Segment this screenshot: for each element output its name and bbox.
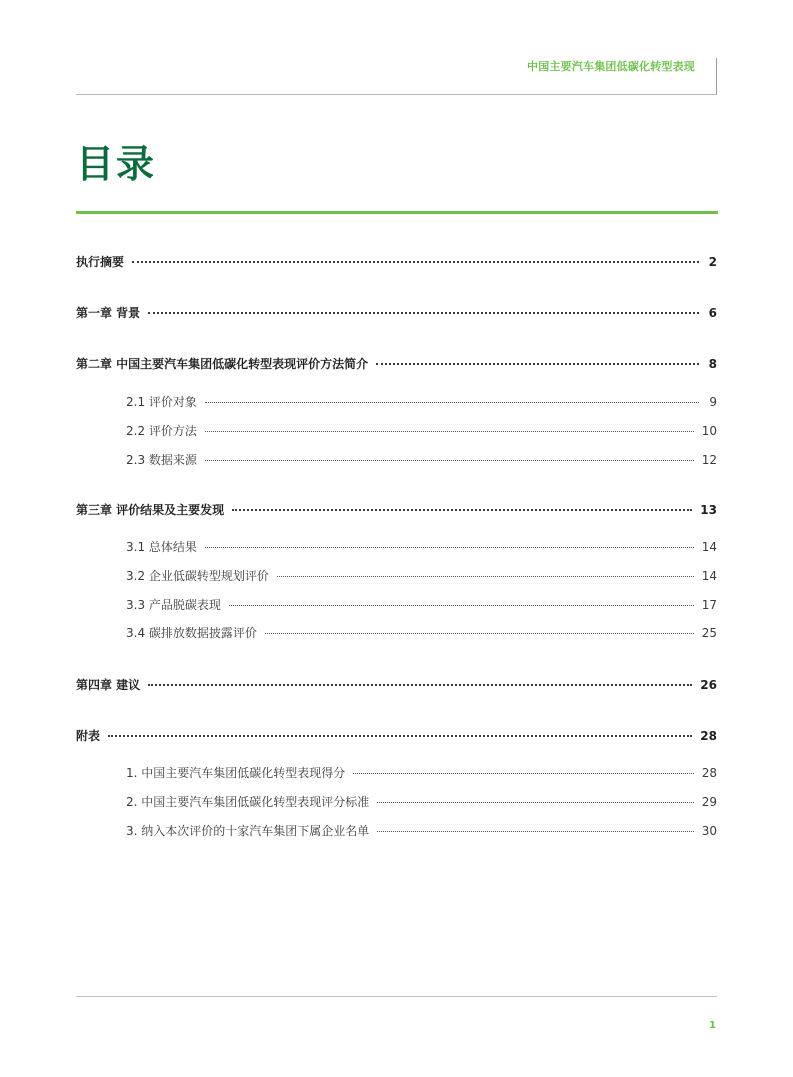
toc-entry-chapter-3[interactable] [76,501,717,519]
toc-entry-3-2[interactable] [126,567,717,585]
toc-page-number: 25 [701,626,717,640]
toc-entry-label: 3.1 总体结果 [126,540,197,554]
toc-entry-executive-summary[interactable] [76,253,717,271]
toc-entry-label: 第三章 评价结果及主要发现 [76,503,225,517]
toc-entry-label: 第一章 背景 [76,306,141,320]
toc-page-number: 28 [700,729,717,743]
toc-entry-appendix-2[interactable] [126,793,717,811]
page-number: 1 [709,1020,716,1031]
toc-dot-leader [205,402,699,403]
toc-page-number: 30 [701,824,717,838]
toc-page-number: 9 [709,395,717,409]
toc-entry-2-3[interactable] [126,451,717,469]
toc-dot-leader [205,431,694,432]
toc-entry-label: 2.1 评价对象 [126,395,197,409]
page-title: 目录 [76,142,157,186]
toc-entry-label: 2.3 数据来源 [126,453,197,467]
toc-entry-label: 3.3 产品脱碳表现 [126,598,221,612]
toc-entry-label: 执行摘要 [76,255,125,269]
toc-dot-leader [377,802,693,803]
toc-entry-label: 2. 中国主要汽车集团低碳化转型表现评分标准 [126,795,370,809]
toc-entry-appendix[interactable] [76,727,717,745]
toc-page-number: 28 [701,766,717,780]
toc-page-number: 14 [701,569,717,583]
toc-dot-leader [265,633,694,634]
toc-page-number: 2 [708,255,717,269]
toc-page-number: 12 [701,453,717,467]
toc-entry-appendix-1[interactable] [126,764,717,782]
toc-entry-label: 1. 中国主要汽车集团低碳化转型表现得分 [126,766,346,780]
toc-dot-leader [132,261,699,263]
toc-page-number: 13 [700,503,717,517]
toc-entry-3-4[interactable] [126,624,717,642]
toc-dot-leader [148,684,692,686]
toc-dot-leader [377,831,693,832]
toc-page-number: 17 [701,598,717,612]
toc-entry-label: 3.2 企业低碳转型规划评价 [126,569,269,583]
toc-entry-3-1[interactable] [126,538,717,556]
toc-entry-appendix-3[interactable] [126,822,717,840]
toc-dot-leader [205,547,694,548]
toc-entry-label: 3.4 碳排放数据披露评价 [126,626,257,640]
toc-dot-leader [148,312,699,314]
toc-entry-2-1[interactable] [126,393,717,411]
report-header-title: 中国主要汽车集团低碳化转型表现 [527,60,695,73]
toc-entry-chapter-1[interactable] [76,304,717,322]
toc-page-number: 26 [700,678,717,692]
toc-dot-leader [232,509,692,511]
toc-dot-leader [108,735,692,737]
toc-dot-leader [353,773,693,774]
toc-dot-leader [277,576,694,577]
toc-entry-label: 第二章 中国主要汽车集团低碳化转型表现评价方法简介 [76,357,369,371]
toc-page-number: 6 [708,306,717,320]
toc-page-number: 8 [708,357,717,371]
toc-entry-chapter-4[interactable] [76,676,717,694]
toc-entry-label: 第四章 建议 [76,678,141,692]
toc-entry-label: 2.2 评价方法 [126,424,197,438]
toc-dot-leader [376,363,699,365]
footer-rule [76,996,717,997]
toc-entry-2-2[interactable] [126,422,717,440]
toc-entry-chapter-2[interactable] [76,355,717,373]
toc-page-number: 29 [701,795,717,809]
toc-entry-label: 附表 [76,729,101,743]
toc-entry-3-3[interactable] [126,596,717,614]
toc-page-number: 10 [701,424,717,438]
toc-dot-leader [205,460,694,461]
toc-page-number: 14 [701,540,717,554]
toc-dot-leader [229,605,694,606]
toc-entry-label: 3. 纳入本次评价的十家汽车集团下属企业名单 [126,824,370,838]
